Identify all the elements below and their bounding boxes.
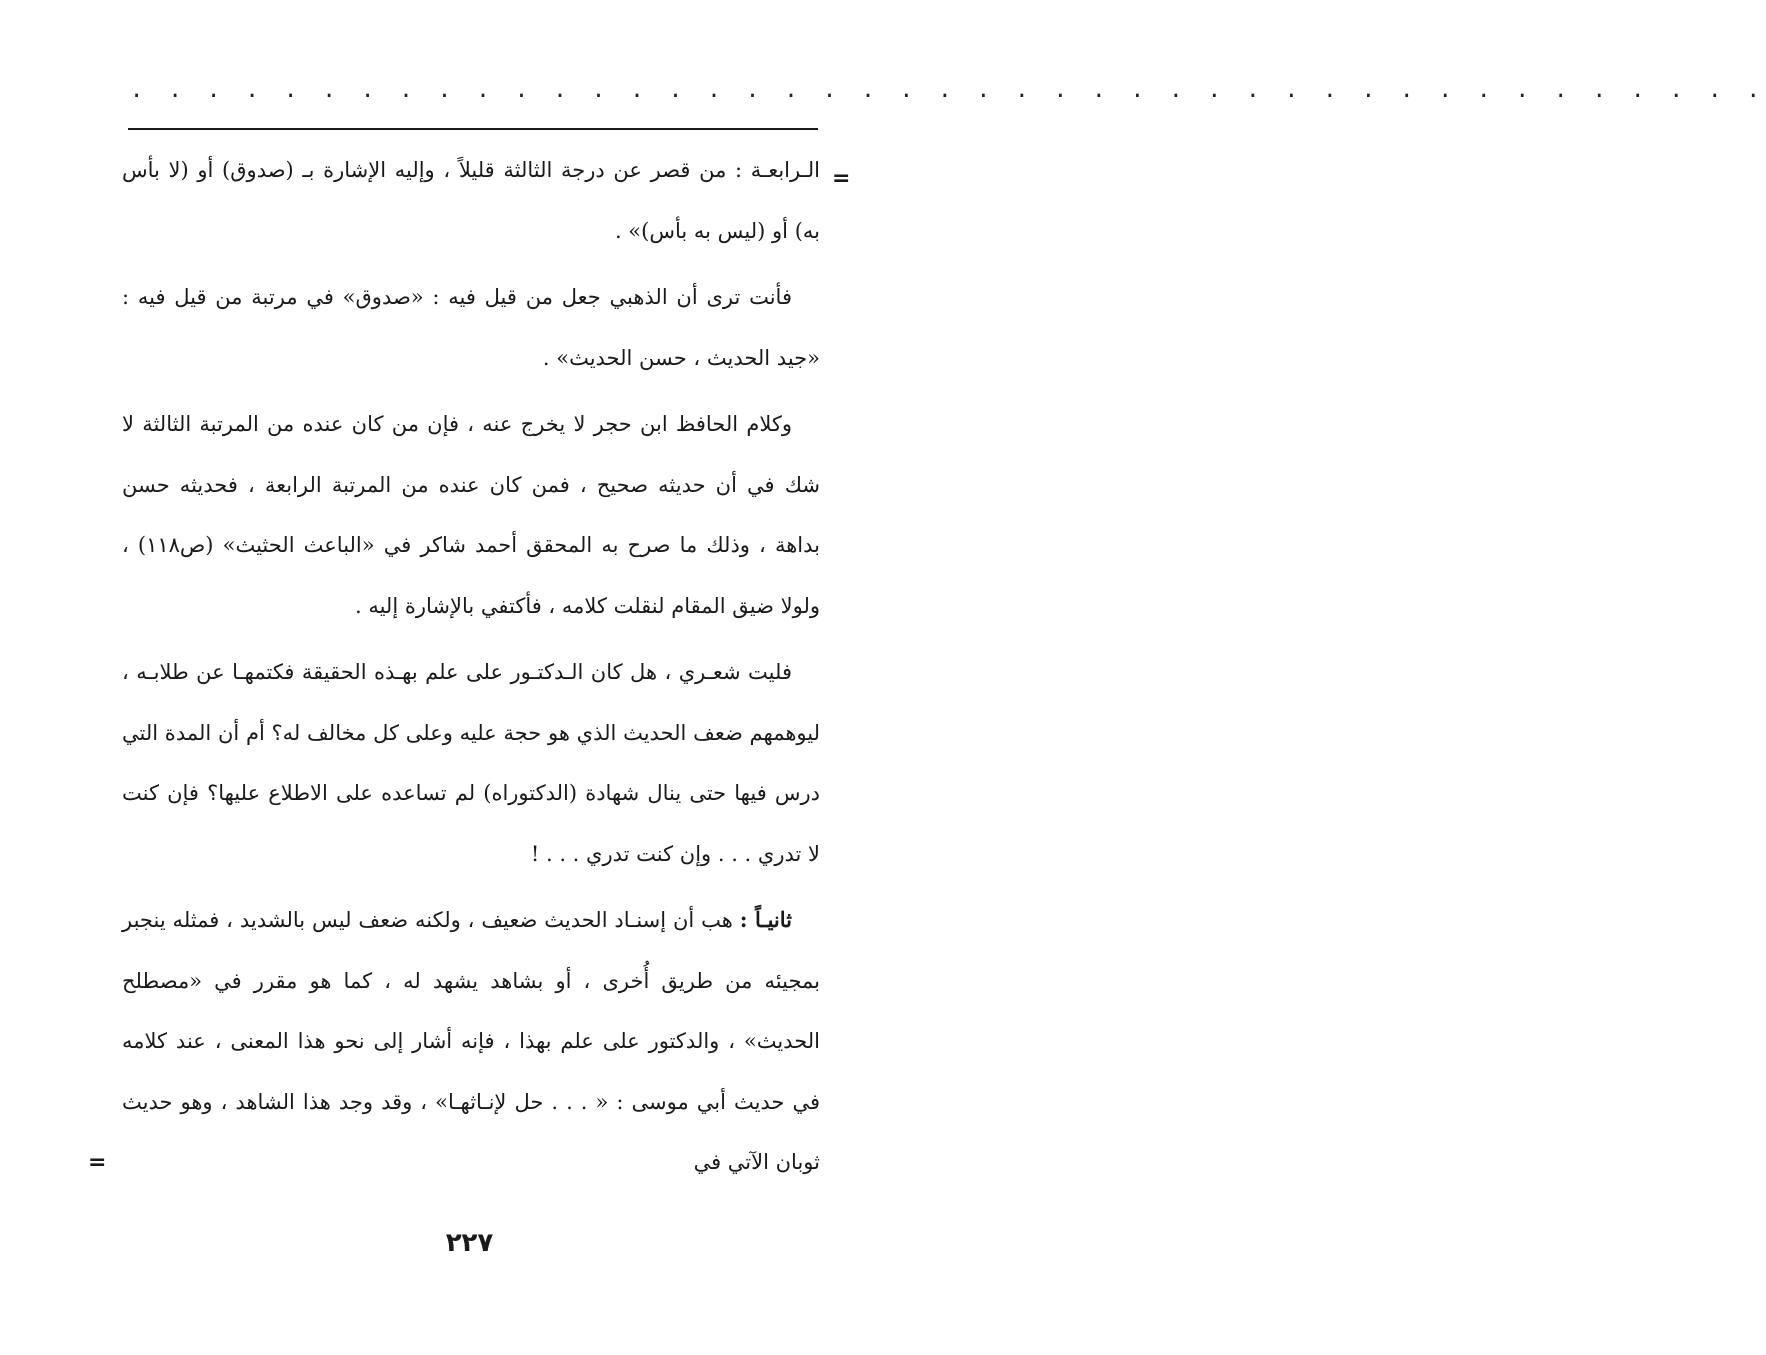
footnote-paragraph-2 xyxy=(122,267,820,388)
paragraph-text: فأنت ترى أن الذهبي جعل من قيل فيه : «صدوق» في مرتبة من قيل فيه : «جيد الحديث ، حسن الحديث» . xyxy=(122,285,820,370)
footnote-paragraph-4 xyxy=(122,642,820,884)
footnote-body xyxy=(122,140,820,1199)
footnote-paragraph-5 xyxy=(122,890,820,1193)
footnote-continuation-start-mark: = xyxy=(832,166,851,191)
header-dot-leader: . . . . . . . . . . . . . . . . . . . . . . . . . . . . . . . . . . . . . . . . . . . xyxy=(130,78,1766,103)
paragraph-text: فليت شعـري ، هل كان الـدكتـور على علم بهـذه الحقيقة فكتمهـا عن طلابـه ، ليوهمهم ضعف الحديث الذي هو حجة عليه وعلى كل مخالف له؟ أم أن المدة التي درس فيها حتى ينال شهادة (الدكتوراه) لم تساعده على الاطلاع عليها؟ فإن كنت لا تدري . . . وإن كنت تدري . . . ! xyxy=(122,660,820,866)
footnote-paragraph-1 xyxy=(122,140,820,261)
page-number: ٢٢٧ xyxy=(445,1228,494,1258)
paragraph-text: الـرابعـة : من قصر عن درجة الثالثة قليلاً ، وإليه الإشارة بـ (صدوق) أو (لا بأس به) أو (ليس به بأس)» . xyxy=(122,158,820,243)
footnote-continuation-end-mark: = xyxy=(88,1150,107,1175)
paragraph-text: وكلام الحافظ ابن حجر لا يخرج عنه ، فإن من كان عنده من المرتبة الثالثة لا شك في أن حديثه صحيح ، فمن كان عنده من المرتبة الرابعة ، فحديثه حسن بداهة ، وذلك ما صرح به المحقق أحمد شاكر في «الباعث الحثيث» (ص١١٨) ، ولولا ضيق المقام لنقلت كلامه ، فأكتفي بالإشارة إليه . xyxy=(122,412,820,618)
footnote-paragraph-3 xyxy=(122,394,820,636)
header-rule xyxy=(128,128,818,130)
paragraph-lead: ثانيـاً : xyxy=(739,907,792,932)
paragraph-text: هب أن إسنـاد الحديث ضعيف ، ولكنه ضعف ليس بالشديد ، فمثله ينجبر بمجيئه من طريق أُخرى ، أو بشاهد يشهد له ، كما هو مقرر في «مصطلح الحديث» ، والدكتور على علم بهذا ، فإنه أشار إلى نحو هذا المعنى ، عند كلامه في حديث أبي موسى : « . . . حل لإنـاثهـا» ، وقد وجد هذا الشاهد ، وهو حديث ثوبان الآتي في xyxy=(122,908,820,1174)
